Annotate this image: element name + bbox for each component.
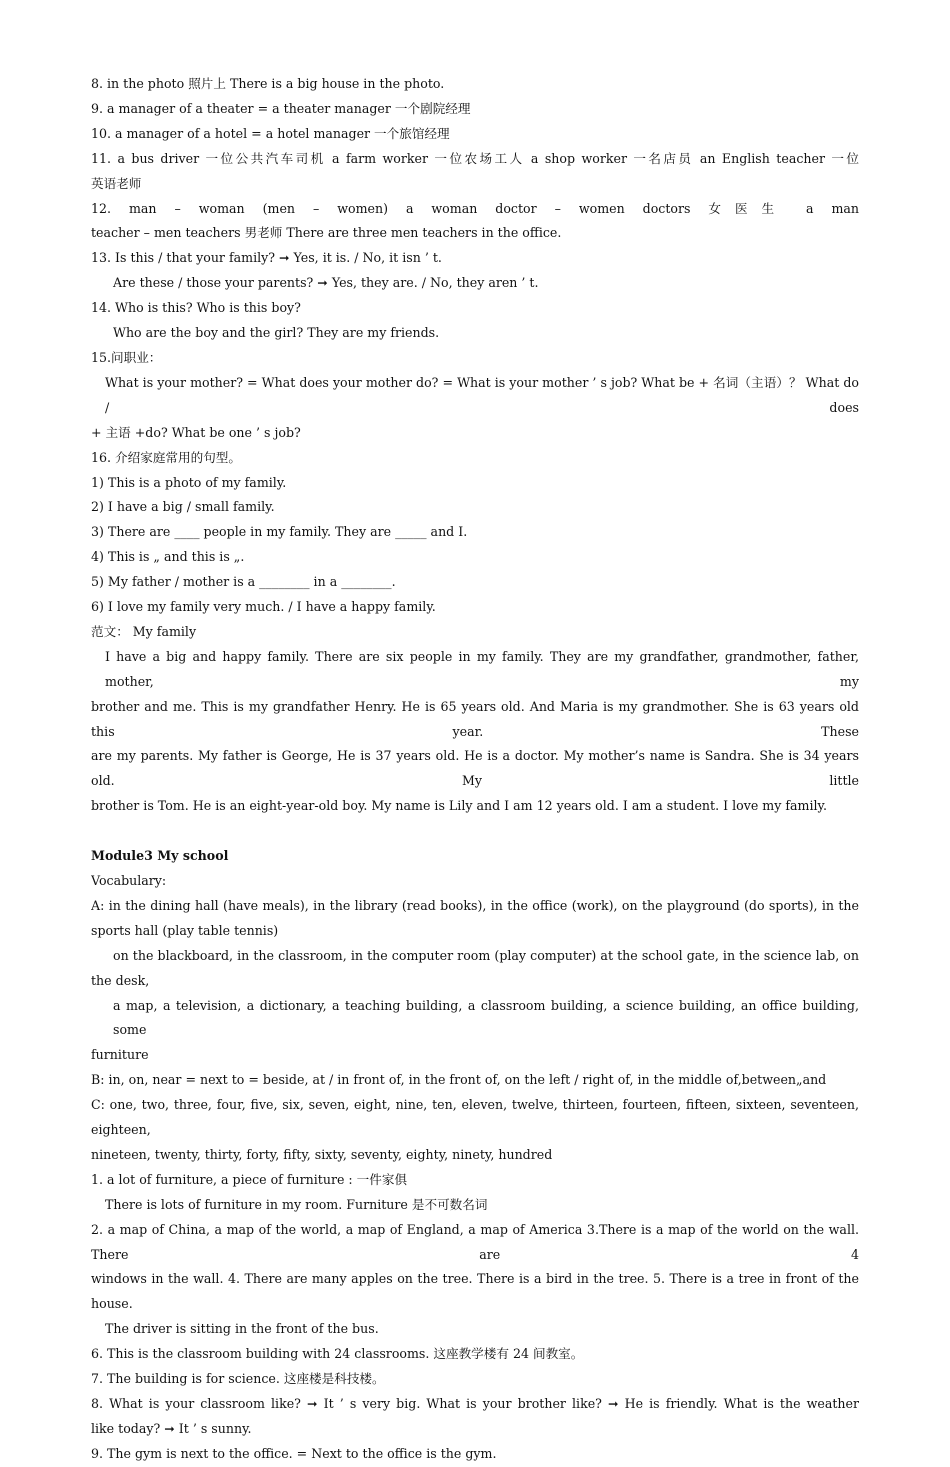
text-line: + 主语 +do? What be one ’ s job? [91, 424, 301, 440]
text-line: 8. in the photo 照片上 There is a big house in the photo. [91, 76, 445, 91]
text-line: windows in the wall. 4. There are many apples on the tree. There is a bird in the tree. 5. There is a tree in front of the house. [91, 1271, 859, 1312]
text-line: Who are the boy and the girl? They are my friends. [113, 325, 440, 341]
text-line: What is your mother? = What does your mother do? = What is your mother ’ s job? What be + 名词（主语）？ What do / does [105, 374, 859, 415]
text-line: There is lots of furniture in my room. Furniture 是不可数名词 [105, 1196, 488, 1212]
text-line: Are these / those your parents? ➞ Yes, they are. / No, they aren ’ t. [113, 275, 539, 291]
text-line: Vocabulary: [91, 872, 167, 888]
text-line: B: in, on, near = next to = beside, at / in front of, in the front of, on the left / right of, in the middle of,between„and [91, 1072, 827, 1088]
text-line: furniture [91, 1047, 149, 1063]
text-line: 12. man – woman (men – women) a woman doctor – women doctors 女医生 a man [91, 200, 859, 216]
text-line: 6) I love my family very much. / I have a happy family. [91, 599, 436, 615]
blank-line [91, 819, 859, 844]
text-line: C: one, two, three, four, five, six, seven, eight, nine, ten, eleven, twelve, thirteen, fourteen, fifteen, sixteen, seventeen, eighteen, [91, 1097, 859, 1138]
text-line: 4) This is „ and this is „. [91, 549, 245, 565]
text-line: 15.问职业： [91, 349, 162, 365]
document-page [91, 72, 859, 1467]
text-line: a map, a television, a dictionary, a teaching building, a classroom building, a science building, an office building, some [113, 997, 859, 1038]
text-line: brother is Tom. He is an eight-year-old boy. My name is Lily and I am 12 years old. I am a student. I love my family. [91, 798, 827, 814]
text-line: 14. Who is this? Who is this boy? [91, 300, 301, 316]
text-line: 7. The building is for science. 这座楼是科技楼。 [91, 1371, 385, 1387]
section-heading: Module3 My school [91, 848, 229, 864]
text-line: 1. a lot of furniture, a piece of furniture : 一件家俱 [91, 1171, 408, 1187]
text-line: 9. a manager of a theater = a theater manager 一个剧院经理 [91, 100, 471, 116]
text-line: A: in the dining hall (have meals), in the library (read books), in the office (work), on the playground (do sports), in the [91, 897, 859, 913]
text-line: sports hall (play table tennis) [91, 922, 279, 938]
text-line: 11. a bus driver 一位公共汽车司机 a farm worker 一位农场工人 a shop worker 一名店员 an English teacher 一位 [91, 150, 859, 166]
text-line: the desk, [91, 972, 150, 988]
text-line: 9. The gym is next to the office. = Next to the office is the gym. [91, 1445, 497, 1461]
text-line: 8. What is your classroom like? ➞ It ’ s very big. What is your brother like? ➞ He is friendly. What is the weather [91, 1396, 859, 1412]
text-line: 10. a manager of a hotel = a hotel manager 一个旅馆经理 [91, 125, 450, 141]
text-line: 3) There are ____ people in my family. They are _____ and I. [91, 524, 468, 540]
text-line: like today? ➞ It ’ s sunny. [91, 1420, 252, 1436]
text-line: 2) I have a big / small family. [91, 499, 275, 515]
text-line: 1) This is a photo of my family. [91, 474, 287, 490]
text-line: on the blackboard, in the classroom, in the computer room (play computer) at the school gate, in the science lab, on [113, 947, 859, 963]
text-line: 16. 介绍家庭常用的句型。 [91, 449, 241, 465]
text-line: I have a big and happy family. There are six people in my family. They are my grandfather, grandmother, father, mother, my [105, 648, 859, 689]
text-line: 英语老师 [91, 175, 142, 191]
text-line: 2. a map of China, a map of the world, a map of England, a map of America 3.There is a map of the world on the wall. There are 4 [91, 1221, 859, 1262]
text-line: teacher – men teachers 男老师 There are three men teachers in the office. [91, 225, 562, 241]
text-line: 13. Is this / that your family? ➞ Yes, it is. / No, it isn ’ t. [91, 250, 442, 266]
text-line: nineteen, twenty, thirty, forty, fifty, sixty, seventy, eighty, ninety, hundred [91, 1146, 553, 1162]
text-line: 范文： My family [91, 623, 197, 639]
text-line: The driver is sitting in the front of the bus. [105, 1321, 379, 1337]
text-line: 5) My father / mother is a ________ in a ________. [91, 574, 396, 590]
text-line: are my parents. My father is George, He is 37 years old. He is a doctor. My mother’s name is Sandra. She is 34 years old. My little [91, 748, 859, 789]
text-line: 6. This is the classroom building with 24 classrooms. 这座教学楼有 24 间教室。 [91, 1346, 584, 1362]
text-line: brother and me. This is my grandfather Henry. He is 65 years old. And Maria is my grandmother. She is 63 years old this year. These [91, 698, 859, 739]
